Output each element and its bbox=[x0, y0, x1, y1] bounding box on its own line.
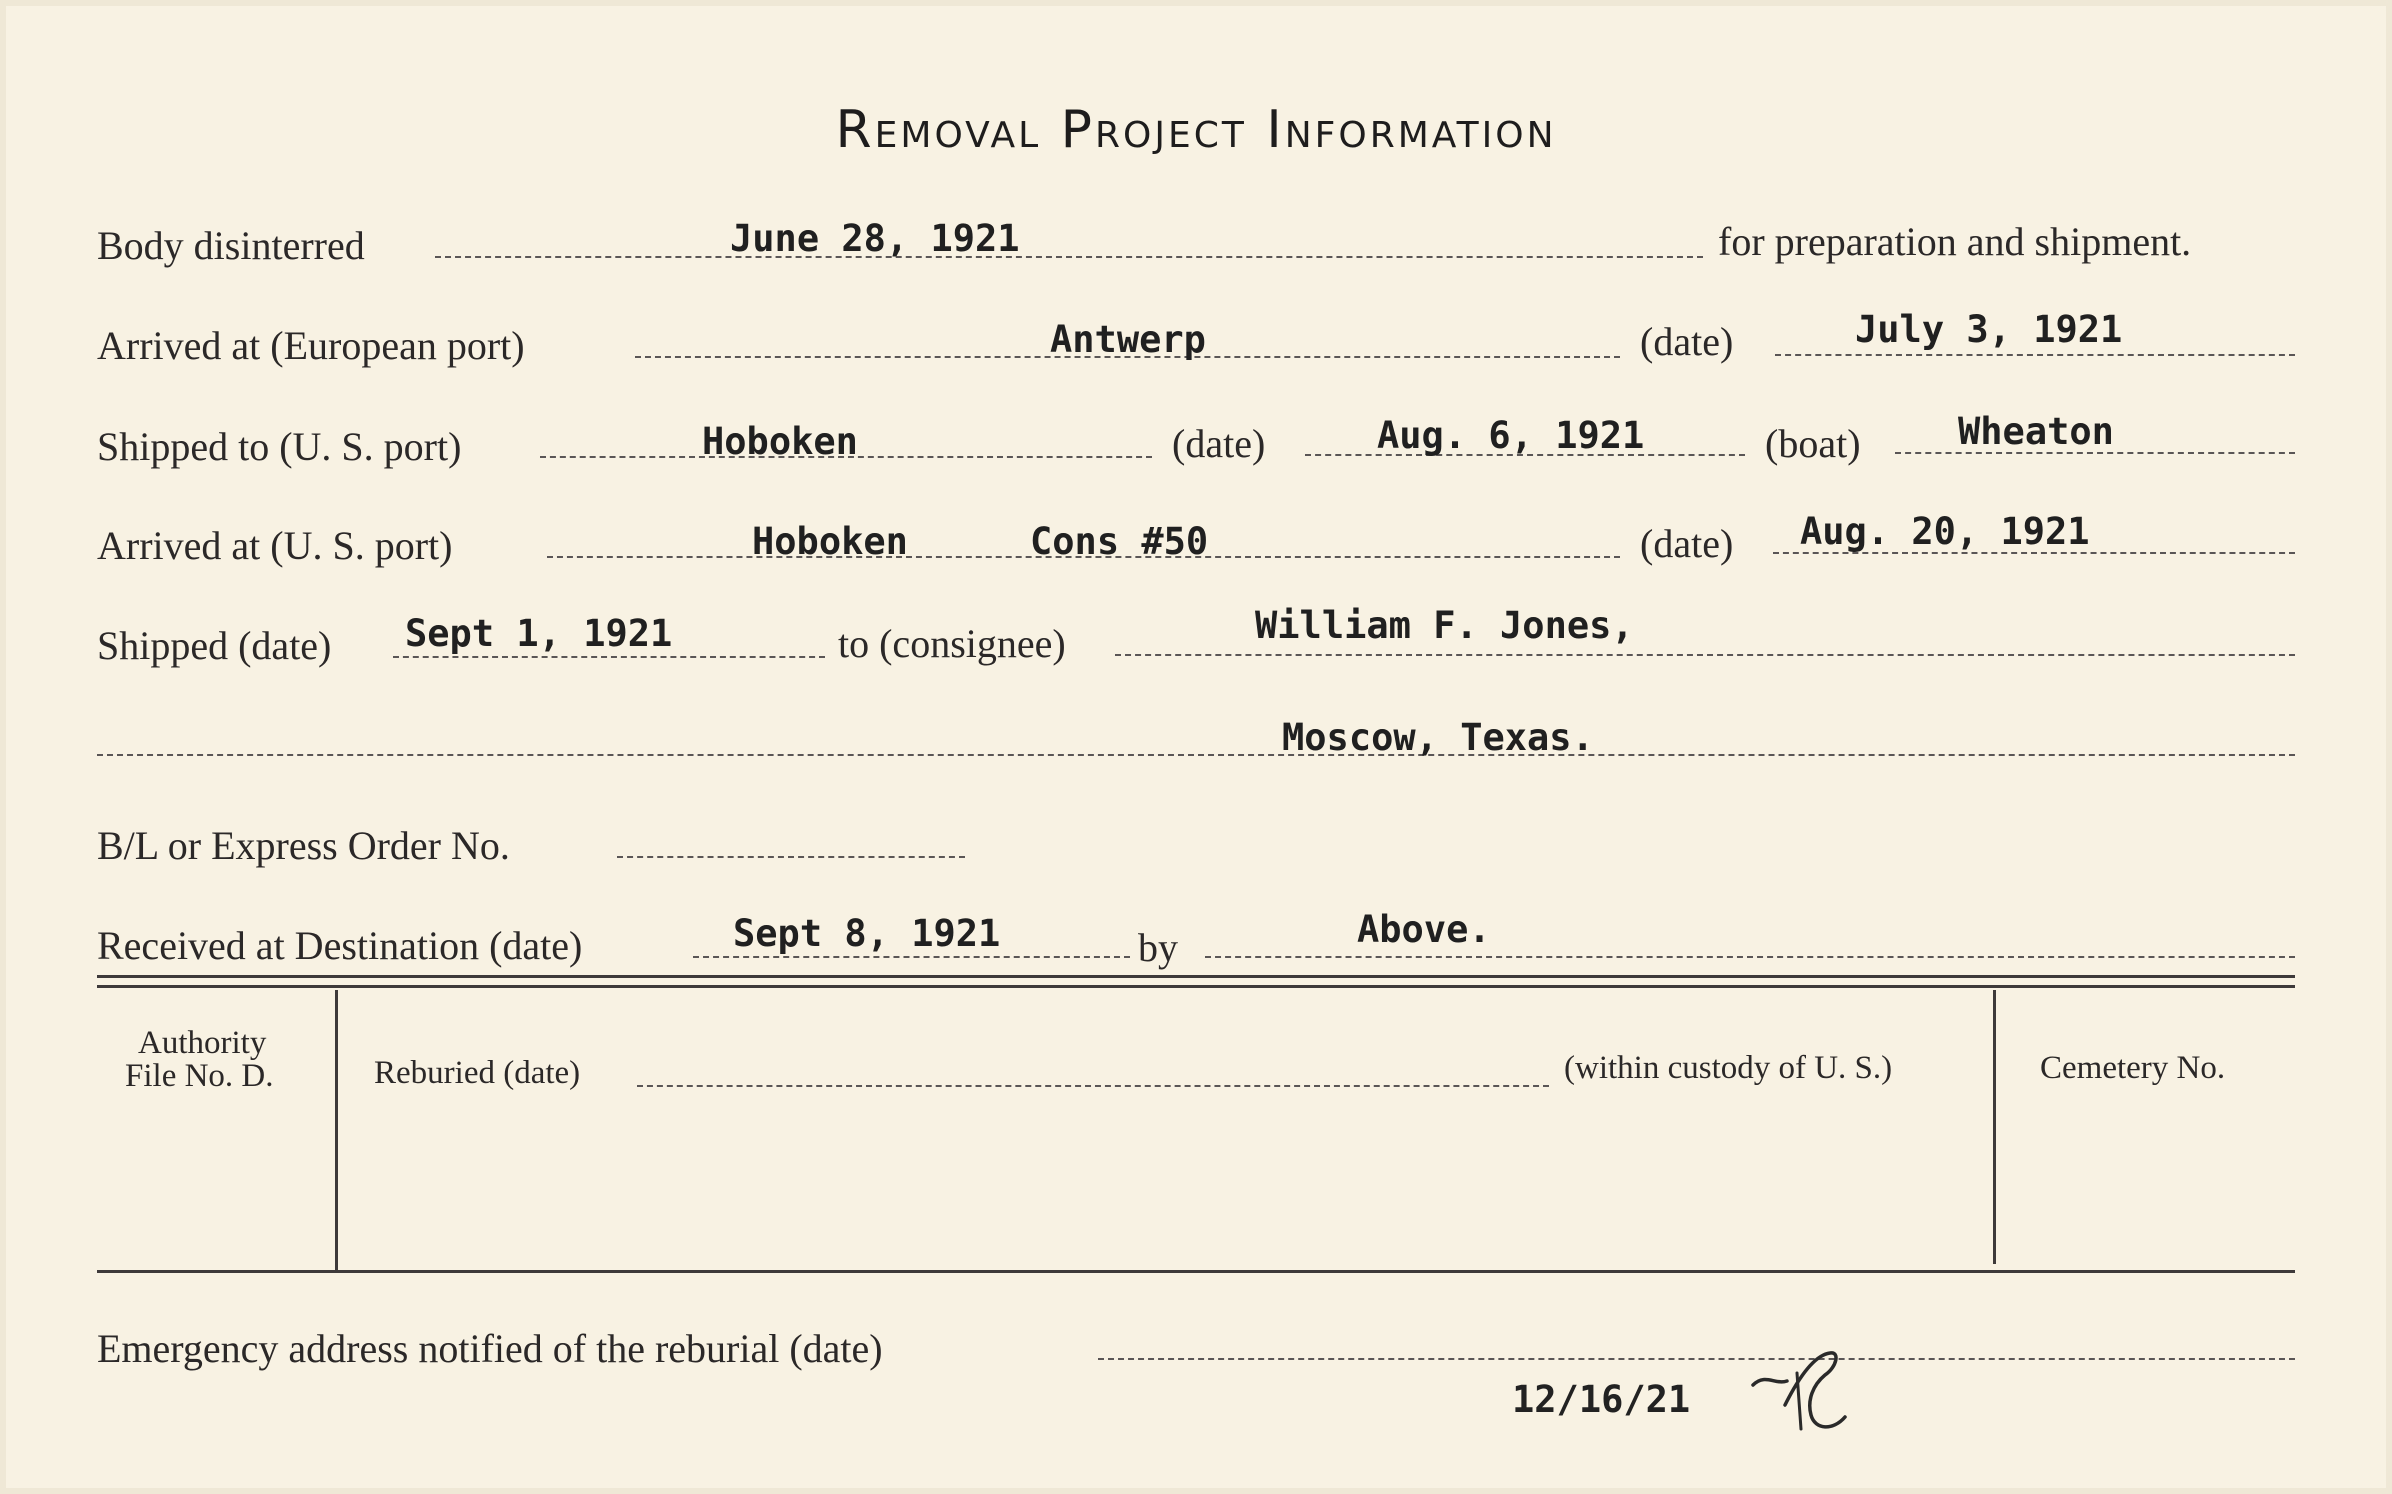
value-ship-date: Aug. 6, 1921 bbox=[1377, 414, 1645, 457]
label-shipped-date: Shipped (date) bbox=[97, 623, 332, 668]
label-boat: (boat) bbox=[1765, 421, 1861, 466]
label-cemetery-no: Cemetery No. bbox=[2040, 1050, 2226, 1086]
label-to-consignee: to (consignee) bbox=[838, 621, 1066, 666]
box-bottom-rule bbox=[97, 1270, 2295, 1273]
value-boat: Wheaton bbox=[1958, 410, 2114, 453]
value-shipped-date: Sept 1, 1921 bbox=[405, 612, 673, 655]
double-rule-top bbox=[97, 975, 2295, 978]
value-consignee-place: Moscow, Texas. bbox=[1282, 716, 1594, 759]
value-received-date: Sept 8, 1921 bbox=[733, 912, 1001, 955]
value-arrival-date: Aug. 20, 1921 bbox=[1800, 510, 2090, 553]
box-divider-left bbox=[335, 990, 338, 1270]
label-received-destination: Received at Destination (date) bbox=[97, 923, 583, 968]
field-line-consignee bbox=[1115, 654, 2295, 656]
field-line-reburied bbox=[637, 1085, 1549, 1087]
label-ship-date: (date) bbox=[1172, 421, 1266, 466]
value-european-port: Antwerp bbox=[1050, 318, 1206, 361]
label-authority: Authority bbox=[138, 1025, 267, 1061]
label-custody: (within custody of U. S.) bbox=[1564, 1050, 1893, 1086]
label-reburied-date: Reburied (date) bbox=[374, 1055, 581, 1091]
field-line-received-date bbox=[693, 956, 1130, 958]
label-by: by bbox=[1138, 925, 1178, 970]
label-bl-express-order: B/L or Express Order No. bbox=[97, 823, 510, 868]
value-cons-number: Cons #50 bbox=[1030, 520, 1209, 563]
field-line-disinterred bbox=[435, 256, 1703, 258]
value-notification-date: 12/16/21 bbox=[1512, 1378, 1691, 1421]
label-arrival-date: (date) bbox=[1640, 521, 1734, 566]
label-shipped-us-port: Shipped to (U. S. port) bbox=[97, 424, 462, 469]
value-received-by: Above. bbox=[1357, 908, 1491, 951]
value-us-port-shipped: Hoboken bbox=[702, 420, 858, 463]
field-line-eu-date bbox=[1775, 354, 2295, 356]
label-eu-date: (date) bbox=[1640, 319, 1734, 364]
box-divider-right bbox=[1993, 990, 1996, 1264]
label-arrived-european-port: Arrived at (European port) bbox=[97, 323, 525, 368]
label-body-disinterred: Body disinterred bbox=[97, 223, 365, 268]
value-consignee-name: William F. Jones, bbox=[1255, 604, 1634, 647]
field-line-emergency bbox=[1098, 1358, 2295, 1360]
handwritten-initials-mark bbox=[1745, 1345, 1865, 1445]
label-emergency-address: Emergency address notified of the reburial (date) bbox=[97, 1326, 883, 1371]
value-us-port-arrived: Hoboken bbox=[752, 520, 908, 563]
field-line-consignee-address bbox=[97, 754, 2295, 756]
label-for-preparation: for preparation and shipment. bbox=[1718, 219, 2192, 264]
value-eu-date: July 3, 1921 bbox=[1855, 308, 2123, 351]
label-file-no: File No. D. bbox=[125, 1058, 274, 1094]
field-line-received-by bbox=[1205, 956, 2295, 958]
label-arrived-us-port: Arrived at (U. S. port) bbox=[97, 523, 453, 568]
value-disinterred-date: June 28, 1921 bbox=[730, 217, 1020, 260]
double-rule-bottom bbox=[97, 985, 2295, 988]
field-line-bl bbox=[617, 856, 965, 858]
card-title: Removal Project Information bbox=[835, 100, 1557, 160]
field-line-shipped-date bbox=[393, 656, 825, 658]
